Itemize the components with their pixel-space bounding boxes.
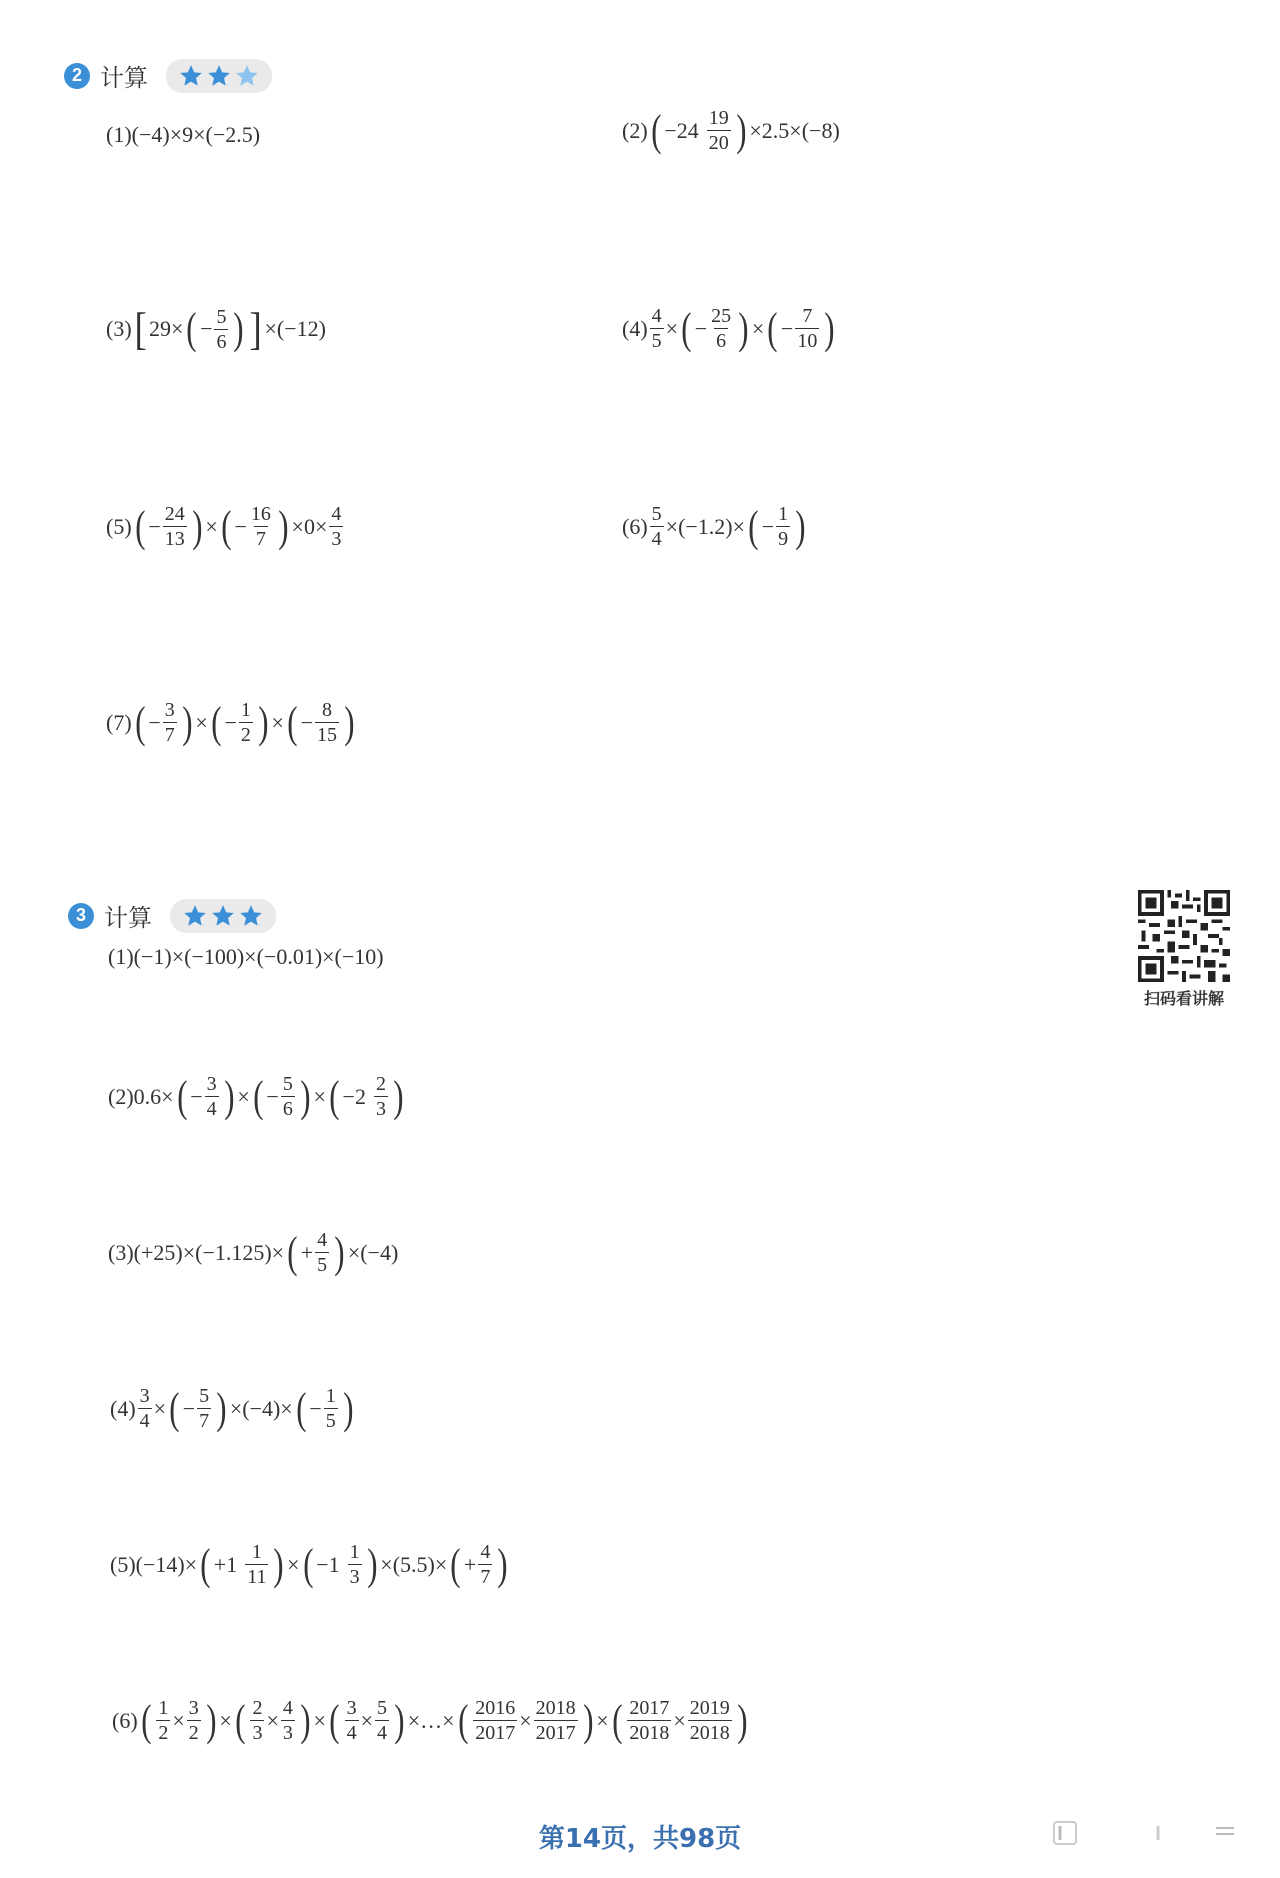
fraction: $\frac{1}{11}$ (247, 1541, 267, 1588)
problem-2-6: (6) $\frac{5}{4}$ ×(−1.2)× ( − $\frac{1}{9}$ ) (622, 501, 806, 551)
difficulty-stars (166, 59, 272, 93)
problem-3-1 (108, 944, 384, 970)
fraction: $\frac{5}{6}$ (216, 305, 227, 353)
star-icon (206, 63, 232, 89)
problem-3-3: (3) (+25)×(−1.125)× ( + $\frac{4}{5}$ ) ×(−4) (108, 1227, 399, 1277)
right-paren: ) (735, 105, 747, 155)
fraction: $\frac{5}{7}$ (199, 1385, 210, 1432)
fraction: $\frac{1}{3}$ (349, 1541, 360, 1588)
problem-3-2: (2) 0.6× ( − $\frac{3}{4}$ ) × ( − $\frac{5}{6}$ ) × ( −2 $\frac{2}{3}$ ) (108, 1071, 404, 1121)
section-title: 计算 (100, 64, 148, 92)
expression-text: 29× (148, 316, 184, 341)
fraction: $\frac{2018}{2017}$ (535, 1697, 576, 1744)
problem-2-5: (5) ( − $\frac{24}{13}$ ) × ( − $\frac{16}{7}$ ) ×0× $\frac{4}{3}$ (106, 501, 342, 551)
fraction: $\frac{2017}{2018}$ (629, 1697, 670, 1744)
problem-label: (5) (106, 513, 132, 539)
fraction: $\frac{4}{3}$ (282, 1697, 293, 1744)
star-icon (182, 903, 208, 929)
star-icon (210, 903, 236, 929)
fraction: $\frac{3}{4}$ (206, 1073, 217, 1120)
star-icon (178, 63, 204, 89)
problem-label: (6) (112, 1707, 138, 1733)
section-number-badge: 2 (64, 63, 90, 89)
problem-2-2 (622, 105, 840, 155)
fraction: $\frac{5}{6}$ (282, 1073, 293, 1120)
fraction: $\frac{3}{4}$ (346, 1697, 357, 1744)
fraction: $\frac{8}{15}$ (317, 699, 338, 746)
fraction: $\frac{4}{7}$ (480, 1541, 491, 1588)
problem-label: (2) (108, 1083, 134, 1109)
fraction: $\frac{4}{5}$ (317, 1229, 328, 1276)
problem-label: (4) (110, 1395, 136, 1421)
difficulty-stars (170, 899, 276, 933)
section-3-header (68, 898, 276, 933)
problem-label: (1) (108, 944, 134, 969)
fraction: $\frac{4}{3}$ (331, 503, 342, 550)
problem-label: (4) (622, 315, 648, 341)
qr-code-icon[interactable] (1138, 890, 1230, 982)
prev-page-icon[interactable] (1050, 1818, 1080, 1848)
problem-2-3: (3) [ 29× ( − $\frac{5}{6}$ ) ] ×(−12) (106, 303, 326, 354)
fraction: $\frac{24}{13}$ (164, 503, 185, 550)
expression-text: ×2.5×(−8) (749, 117, 840, 143)
fraction: $\frac{2019}{2018}$ (689, 1697, 730, 1744)
section-number-badge: 3 (68, 903, 94, 929)
star-icon (238, 903, 264, 929)
fraction: $\frac{1}{5}$ (325, 1385, 336, 1432)
problem-label: (3) (108, 1239, 134, 1265)
fraction: $\frac{25}{6}$ (711, 305, 732, 352)
left-paren: ( (650, 105, 662, 155)
expression-text: ×(−12) (264, 316, 326, 341)
problem-label: (3) (106, 316, 132, 341)
fraction: $\frac{1}{2}$ (158, 1697, 169, 1744)
left-paren: ( (186, 304, 197, 353)
fraction: $\frac{5}{4}$ (651, 503, 662, 550)
problem-2-1 (106, 122, 260, 148)
fraction: $\frac{19}{20}$ (708, 107, 729, 154)
expression-text: (−4)×9×(−2.5) (131, 122, 261, 147)
fraction: $\frac{7}{10}$ (797, 305, 818, 352)
fraction: $\frac{16}{7}$ (250, 503, 271, 550)
fraction: $\frac{2016}{2017}$ (475, 1697, 516, 1744)
problem-2-4: (4) $\frac{4}{5}$ × ( − $\frac{25}{6}$ ) × ( − $\frac{7}{10}$ ) (622, 303, 835, 353)
fraction: $\frac{1}{2}$ (240, 699, 251, 746)
problem-label: (5) (110, 1551, 136, 1577)
star-icon-light (234, 63, 260, 89)
problem-label: (7) (106, 709, 132, 735)
next-page-icon[interactable] (1150, 1818, 1180, 1848)
problem-label: (6) (622, 513, 648, 539)
left-bracket: [ (134, 303, 147, 354)
right-paren: ) (233, 304, 244, 353)
qr-label: 扫码看讲解 (1143, 989, 1224, 1008)
section-2-header (64, 58, 272, 93)
fraction: $\frac{3}{4}$ (139, 1385, 150, 1432)
problem-2-7: (7) ( − $\frac{3}{7}$ ) × ( − $\frac{1}{2}$ ) × ( − $\frac{8}{15}$ ) (106, 697, 355, 747)
fraction: $\frac{5}{4}$ (377, 1697, 388, 1744)
right-bracket: ] (249, 303, 262, 354)
fraction: $\frac{2}{3}$ (375, 1073, 386, 1120)
problem-3-6: (6) ( $\frac{1}{2}$ × $\frac{3}{2}$ ) × ( $\frac{2}{3}$ × $\frac{4}{3}$ ) × ( $\frac{3}{4}$ × $\frac{5}{4}$ ) ×…× ( $\frac{2016}{2017}$ × $\frac{2018}{2017}$ ) × ( $\frac{2017}{2018}$ × $\frac{2019}{2018}$ ) (112, 1695, 748, 1745)
fraction: $\frac{2}{3}$ (252, 1697, 263, 1744)
fraction: $\frac{3}{7}$ (164, 699, 175, 746)
problem-label: (2) (622, 117, 648, 143)
problem-label: (1) (106, 122, 132, 147)
fraction: $\frac{1}{9}$ (778, 503, 789, 550)
fraction: $\frac{4}{5}$ (651, 305, 662, 352)
whole-part: −24 (664, 117, 699, 143)
page-indicator: 第14页，共98页 (538, 1824, 742, 1854)
problem-3-5: (5) (−14)× ( +1 $\frac{1}{11}$ ) × ( −1 $\frac{1}{3}$ ) ×(5.5)× ( + $\frac{4}{7}$ ) (110, 1539, 508, 1589)
problem-3-4: (4) $\frac{3}{4}$ × ( − $\frac{5}{7}$ ) ×(−4)× ( − $\frac{1}{5}$ ) (110, 1383, 354, 1433)
fraction: $\frac{3}{2}$ (188, 1697, 199, 1744)
section-title: 计算 (104, 904, 152, 932)
menu-icon[interactable] (1210, 1818, 1240, 1848)
expression-text: (−1)×(−100)×(−0.01)×(−10) (133, 944, 384, 969)
